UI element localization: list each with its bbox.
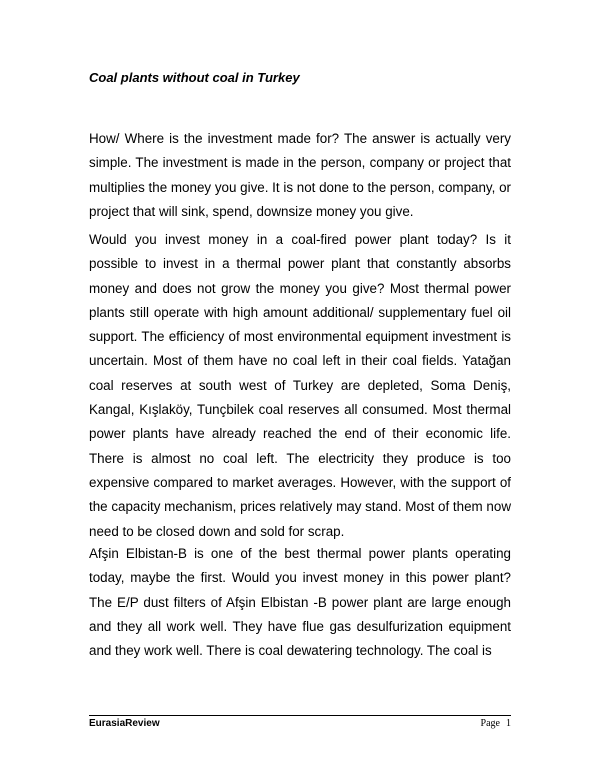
page-label: Page [480,718,500,729]
paragraph-2: Would you invest money in a coal-fired power plant today? Is it possible to invest in a thermal power plant that constantly absorbs money and does not grow the money you give? Most thermal power plants still operate with high amount additional/ supplementary fuel oil support. The efficiency of most environmental equipment investment is uncertain. Most of them have no coal left in their coal fields. Yatağan coal reserves at south west of Turkey are depleted, Soma Deniş, Kangal, Kışlaköy, Tunçbilek coal reserves all consumed. Most thermal power plants have already reached the end of their economic life. There is almost no coal left. The electricity they produce is too expensive compared to market averages. However, with the support of the capacity mechanism, prices relatively may stand. Most of them now need to be closed down and sold for scrap. [89,232,511,539]
document-title: Coal plants without coal in Turkey [89,70,300,85]
footer-source: EurasiaReview [89,718,160,729]
footer-divider [89,715,511,716]
paragraph-3: Afşin Elbistan-B is one of the best thermal power plants operating today, maybe the first. Would you invest money in this power plant? The E/P dust filters of Afşin Elbistan -B power plant are large enough and they all work well. They have flue gas desulfurization equipment and they work well. There is coal dewatering technology. The coal is [89,546,511,659]
page-number: 1 [506,718,511,729]
page-indicator [481,718,511,730]
paragraph-1: How/ Where is the investment made for? The answer is actually very simple. The investment is made in the person, company or project that multiplies the money you give. It is not done to the person, company, or project that will sink, spend, downsize money you give. [89,131,511,219]
